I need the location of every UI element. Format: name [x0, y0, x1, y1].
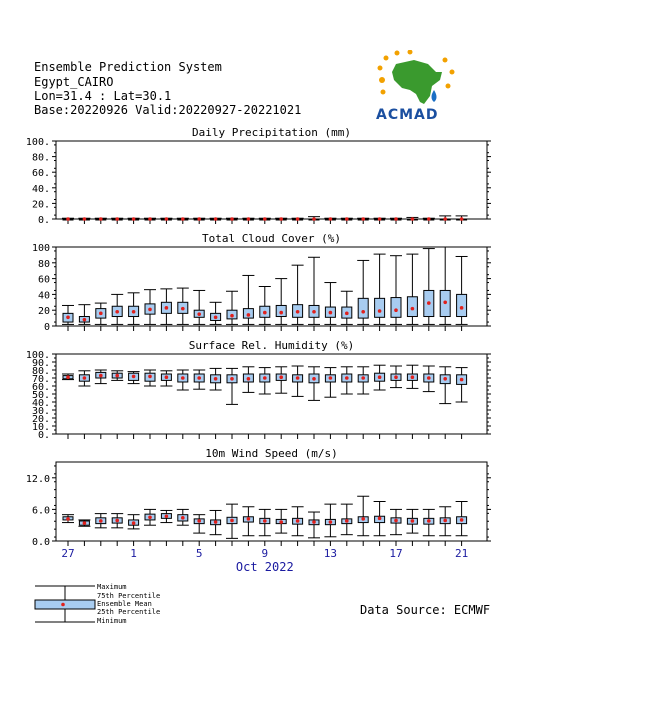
data-source: Data Source: ECMWF	[360, 603, 491, 617]
mean-marker	[427, 301, 431, 305]
legend-boxplot	[34, 584, 96, 626]
plot-frame	[56, 354, 487, 434]
mean-marker	[411, 375, 415, 379]
plot-frame	[56, 141, 487, 219]
mean-marker	[197, 519, 201, 523]
y-tick-label: 40.	[31, 183, 50, 195]
y-tick-label: 0	[43, 322, 50, 333]
mean-marker	[460, 378, 464, 382]
mean-marker	[165, 306, 169, 310]
base-valid-dates: Base:20220926 Valid:20220927-20221021	[34, 103, 302, 117]
mean-marker	[279, 520, 283, 524]
y-tick-label: 20.	[31, 414, 50, 425]
panel-title: Surface Rel. Humidity (%)	[188, 339, 355, 352]
mean-marker	[132, 521, 136, 525]
x-tick-label: 17	[389, 547, 403, 560]
mean-marker	[247, 313, 251, 317]
mean-marker	[279, 375, 283, 379]
mean-marker	[378, 517, 382, 521]
mean-marker	[263, 376, 267, 380]
mean-marker	[83, 217, 87, 221]
mean-marker	[263, 311, 267, 315]
mean-marker	[296, 376, 300, 380]
legend-maximum: Maximum	[97, 583, 127, 591]
mean-marker	[99, 312, 103, 316]
y-tick-label: 6.0	[31, 505, 50, 517]
mean-marker	[411, 307, 415, 311]
mean-marker	[83, 376, 87, 380]
legend-mean: Ensemble Mean	[97, 600, 152, 608]
mean-marker	[132, 375, 136, 379]
mean-marker	[460, 217, 464, 221]
mean-marker	[165, 375, 169, 379]
mean-marker	[443, 377, 447, 381]
y-tick-label: 0.	[37, 215, 50, 226]
mean-marker	[115, 519, 119, 523]
y-tick-label: 12.0	[25, 473, 50, 485]
mean-marker	[411, 217, 415, 221]
mean-marker	[378, 309, 382, 313]
mean-marker	[197, 376, 201, 380]
mean-marker	[230, 217, 234, 221]
mean-marker	[296, 519, 300, 523]
mean-marker	[83, 521, 87, 525]
mean-marker	[345, 519, 349, 523]
y-tick-label: 10.	[31, 422, 50, 433]
y-tick-label: 60.	[31, 168, 50, 180]
x-tick-label: 5	[195, 547, 203, 560]
mean-marker	[263, 217, 267, 221]
mean-marker	[181, 217, 185, 221]
mean-marker	[312, 377, 316, 381]
mean-marker	[148, 217, 152, 221]
iqr-box	[391, 298, 401, 318]
plot-frame	[56, 462, 487, 541]
mean-marker	[148, 375, 152, 379]
y-tick-label: 80.	[31, 366, 50, 377]
mean-marker	[165, 217, 169, 221]
y-tick-label: 0.0	[31, 537, 50, 548]
mean-marker	[214, 217, 218, 221]
mean-marker	[329, 311, 333, 315]
legend-p25: 25th Percentile	[97, 608, 161, 616]
legend-p75: 75th Percentile	[97, 592, 161, 600]
mean-marker	[197, 312, 201, 316]
location-name: Egypt_CAIRO	[34, 75, 114, 89]
panel-title: Daily Precipitation (mm)	[192, 126, 351, 139]
mean-marker	[443, 217, 447, 221]
system-title: Ensemble Prediction System	[34, 60, 222, 74]
mean-marker	[443, 301, 447, 305]
mean-marker	[230, 377, 234, 381]
mean-marker	[279, 217, 283, 221]
iqr-box	[407, 297, 417, 317]
mean-marker	[132, 217, 136, 221]
mean-marker	[66, 375, 70, 379]
y-tick-label: 60	[37, 274, 50, 286]
x-tick-label: 9	[261, 547, 269, 560]
mean-marker	[230, 314, 234, 318]
acmad-logo-text: ACMAD	[376, 107, 439, 123]
y-tick-label: 80	[37, 258, 50, 270]
mean-marker	[115, 310, 119, 314]
mean-marker	[66, 517, 70, 521]
y-tick-label: 100.	[25, 137, 50, 148]
mean-marker	[329, 217, 333, 221]
y-tick-label: 30.	[31, 406, 50, 417]
mean-marker	[214, 377, 218, 381]
y-tick-label: 40	[37, 290, 50, 302]
mean-marker	[230, 519, 234, 523]
mean-marker	[99, 217, 103, 221]
panel-title: Total Cloud Cover (%)	[201, 232, 342, 245]
mean-marker	[66, 217, 70, 221]
mean-marker	[83, 318, 87, 322]
mean-marker	[247, 517, 251, 521]
mean-marker	[181, 307, 185, 311]
mean-marker	[66, 316, 70, 320]
mean-marker	[279, 311, 283, 315]
mean-marker	[361, 376, 365, 380]
mean-marker	[214, 316, 218, 320]
mean-marker	[148, 308, 152, 312]
mean-marker	[312, 520, 316, 524]
x-month-label: Oct 2022	[235, 560, 294, 574]
mean-marker	[394, 217, 398, 221]
mean-marker	[443, 519, 447, 523]
mean-marker	[427, 217, 431, 221]
mean-marker	[115, 374, 119, 378]
mean-marker	[345, 217, 349, 221]
mean-marker	[378, 375, 382, 379]
y-tick-label: 0.	[37, 430, 50, 441]
mean-marker	[148, 516, 152, 520]
mean-marker	[329, 520, 333, 524]
mean-marker	[460, 306, 464, 310]
mean-marker	[312, 217, 316, 221]
mean-marker	[361, 217, 365, 221]
mean-marker	[99, 519, 103, 523]
legend-minimum: Minimum	[97, 617, 127, 625]
mean-marker	[345, 376, 349, 380]
mean-marker	[165, 514, 169, 518]
mean-marker	[181, 376, 185, 380]
x-tick-label: 1	[130, 547, 137, 560]
mean-marker	[132, 310, 136, 314]
mean-marker	[345, 312, 349, 316]
iqr-box	[358, 298, 368, 318]
mean-marker	[329, 376, 333, 380]
y-tick-label: 80.	[31, 152, 50, 164]
y-tick-label: 70.	[31, 374, 50, 385]
mean-marker	[214, 520, 218, 524]
mean-marker	[427, 519, 431, 523]
mean-marker	[296, 217, 300, 221]
mean-marker	[115, 217, 119, 221]
mean-marker	[181, 516, 185, 520]
mean-marker	[394, 375, 398, 379]
mean-marker	[411, 519, 415, 523]
iqr-box	[457, 294, 467, 316]
panel-title: 10m Wind Speed (m/s)	[205, 447, 338, 460]
mean-marker	[378, 217, 382, 221]
x-tick-label: 21	[454, 547, 469, 560]
y-tick-label: 20.	[31, 199, 50, 211]
coordinates: Lon=31.4 : Lat=30.1	[34, 89, 172, 103]
mean-marker	[197, 217, 201, 221]
mean-marker	[296, 310, 300, 314]
y-tick-label: 100	[31, 243, 50, 254]
mean-marker	[247, 377, 251, 381]
x-tick-label: 27	[61, 547, 75, 560]
y-tick-label: 60.	[31, 382, 50, 393]
mean-marker	[247, 217, 251, 221]
iqr-box	[375, 298, 385, 317]
y-tick-label: 100.	[25, 350, 50, 361]
mean-marker	[361, 517, 365, 521]
mean-marker	[312, 310, 316, 314]
y-tick-label: 50.	[31, 390, 50, 401]
y-tick-label: 40.	[31, 398, 50, 409]
mean-marker	[394, 308, 398, 312]
x-tick-label: 13	[323, 547, 338, 560]
mean-marker	[460, 518, 464, 522]
mean-marker	[263, 519, 267, 523]
y-tick-label: 90.	[31, 358, 50, 369]
mean-marker	[394, 519, 398, 523]
mean-marker	[427, 376, 431, 380]
y-tick-label: 20	[37, 306, 50, 318]
mean-marker	[99, 374, 103, 378]
mean-marker	[361, 310, 365, 314]
